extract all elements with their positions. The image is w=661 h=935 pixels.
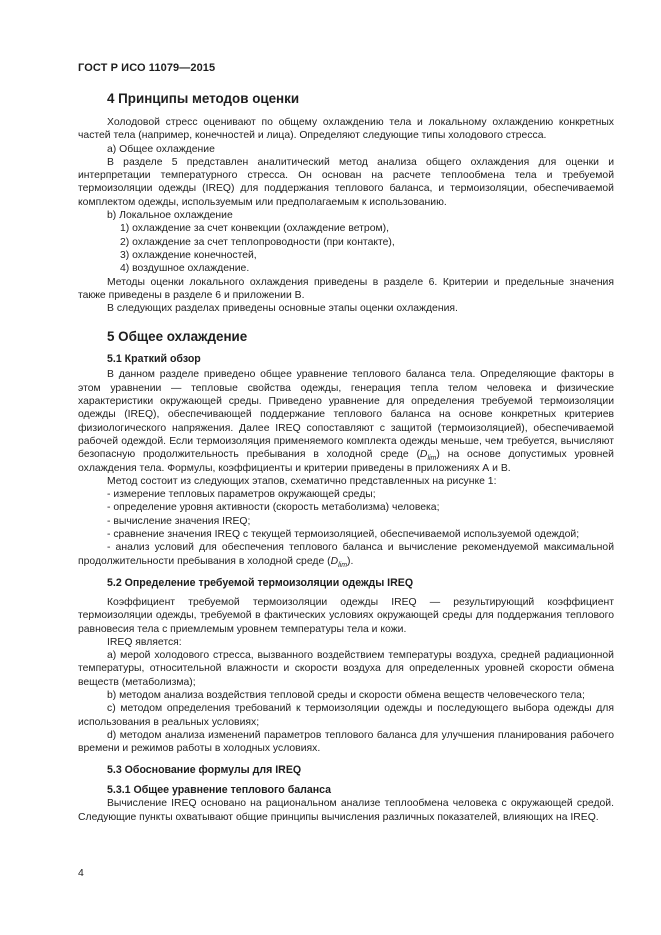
paragraph: В разделе 5 представлен аналитический метод анализа общего охлаждения для оценки и интерпретации температурного стресса. Он основан на расчете теплообмена тела и требуемой термоизоляции одежды (IREQ) для поддержания теплового баланса, и термоизоляции, обеспечиваемой комплектом одежды, используемым или предполагаемым к использованию. — [78, 156, 614, 208]
section-5-3-title: 5.3 Обоснование формулы для IREQ — [107, 764, 302, 777]
section-5-title: 5 Общее охлаждение — [107, 329, 248, 345]
dash-item: - измерение тепловых параметров окружающей среды; — [107, 489, 376, 501]
list-item: 1) охлаждение за счет конвекции (охлаждение ветром), — [120, 223, 389, 235]
paragraph: IREQ является: — [107, 636, 182, 648]
list-item-b: b) Локальное охлаждение — [107, 210, 233, 222]
section-4-title: 4 Принципы методов оценки — [107, 91, 300, 106]
paragraph: Холодовой стресс оценивают по общему охлаждению тела и локальному охлаждению конкретных частей тела (например, конечностей и лица). Определяют следующие типы холодового стресса. — [78, 117, 614, 142]
section-5-1-title: 5.1 Краткий обзор — [107, 353, 201, 366]
dash-item: - определение уровня активности (скорость метаболизма) человека; — [107, 502, 440, 514]
page-content — [78, 90, 614, 824]
standard-designation: ГОСТ Р ИСО 11079—2015 — [78, 62, 216, 74]
list-item: 3) охлаждение конечностей, — [120, 249, 257, 261]
paragraph: Метод состоит из следующих этапов, схематично представленных на рисунке 1: — [107, 475, 497, 487]
dash-item: - сравнение значения IREQ с текущей термоизоляцией, обеспечиваемой используемой одеждой; — [107, 529, 580, 541]
paragraph: В данном разделе приведено общее уравнение теплового баланса тела. Определяющие факторы в этом уравнении — тепловые свойства одежды, генерация тепла телом человека и физические характеристики окружающей среды. Приведено уравнение для определения требуемой термоизоляции одежды (IREQ), обеспечивающей поддержание теплового баланса на основе конкретных критериев физиологического напряжения. Далее IREQ сопоставляют с защитой (термоизоляцией), обеспечиваемой рабочей одеждой. Если термоизоляция применяемого комплекта одежды меньше, чем требуется, вычисляют безопасную продолжительность пребывания в холодной среде $(D_{lim})$ на основе допустимых уровней охлаждения тела. Формулы, коэффициенты и критерии приведены в приложениях А и В. — [78, 369, 614, 474]
dlim-symbol: $D_{lim}$ — [330, 555, 348, 569]
section-5-3-1-title: 5.3.1 Общее уравнение теплового баланса — [107, 784, 332, 797]
paragraph: Методы оценки локального охлаждения приведены в разделе 6. Критерии и предельные значения также приведены в разделе 6 и приложении В. — [78, 276, 614, 301]
dash-item: - анализ условий для обеспечения теплового баланса и вычисление рекомендуемой максимальной продолжительности пребывания в холодной среде $(D_{lim})$. — [78, 542, 614, 569]
list-item-c: с) методом определения требований к термоизоляции одежды и последующего выбора одежды для использования в реальных условиях; — [78, 703, 614, 728]
paragraph: Коэффициент требуемой термоизоляции одежды IREQ — результирующий коэффициент термоизоляции одежды, требуемой в фактических условиях окружающей среды для поддержания теплового равновесия тела с приемлемым уровнем температуры тела и кожи. — [78, 596, 614, 635]
list-item-a: а) мерой холодового стресса, вызванного воздействием температуры воздуха, средней радиационной температуры, относительной влажности и скорости воздуха для определенных уровней скорости обмена веществ (метаболизма); — [78, 650, 614, 688]
list-item-a: а) Общее охлаждение — [107, 143, 215, 155]
dash-item: - вычисление значения IREQ; — [107, 515, 251, 527]
list-item-b: b) методом анализа воздействия тепловой среды и скорости обмена веществ человеческого тела; — [107, 689, 585, 701]
list-item: 2) охлаждение за счет теплопроводности (при контакте), — [120, 236, 395, 248]
paragraph: Вычисление IREQ основано на рациональном анализе теплообмена человека с окружающей средой. Следующие пункты охватывают общие принципы вычисления различных показателей, влияющих на IREQ. — [78, 798, 614, 823]
list-item-d: d) методом анализа изменений параметров теплового баланса для улучшения планирования рабочего времени и режимов работы в холодных условиях. — [78, 729, 614, 755]
paragraph: В следующих разделах приведены основные этапы оценки охлаждения. — [107, 303, 458, 315]
section-5-2-title: 5.2 Определение требуемой термоизоляции одежды IREQ — [107, 576, 414, 589]
dlim-symbol: $D_{lim}$ — [419, 449, 437, 463]
page-number: 4 — [78, 868, 84, 879]
list-item: 4) воздушное охлаждение. — [120, 263, 250, 275]
